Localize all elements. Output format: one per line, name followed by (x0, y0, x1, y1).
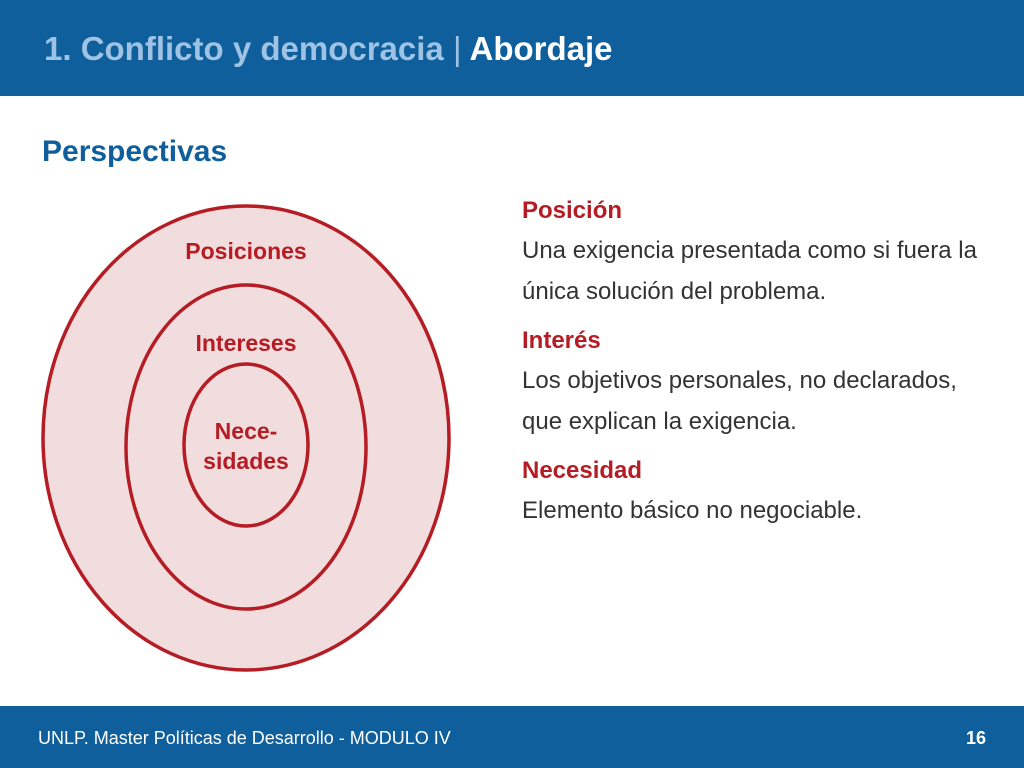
header-bar (0, 0, 1024, 96)
definition-text: Elemento básico no negociable. (522, 497, 863, 524)
definition-text: Una exigencia presentada como si fuera la única solución del problema. (522, 237, 977, 305)
slide-title-section: 1. Conflicto y democracia (44, 30, 444, 67)
page-number: 16 (965, 728, 986, 748)
slide-title-separator: | (452, 30, 462, 67)
onion-diagram (0, 195, 470, 695)
definition-necesidad (522, 452, 982, 531)
definition-interes (522, 322, 982, 442)
definition-term: Interés (522, 327, 601, 354)
label-necesidades (176, 416, 316, 476)
label-posiciones: Posiciones (185, 238, 307, 264)
definitions-list (522, 192, 982, 541)
definition-text: Los objetivos personales, no declarados, que explican la exigencia. (522, 367, 957, 435)
label-necesidades-line2: sidades (203, 448, 289, 474)
definition-term: Posición (522, 197, 623, 224)
definition-term: Necesidad (522, 457, 643, 484)
definition-posicion (522, 192, 982, 312)
slide-subtitle: Perspectivas (42, 135, 228, 168)
footer-course-label: UNLP. Master Políticas de Desarrollo - MODULO IV (38, 728, 451, 748)
label-intereses: Intereses (195, 330, 297, 356)
slide-title-topic: Abordaje (469, 30, 613, 67)
label-necesidades-line1: Nece- (214, 418, 278, 444)
footer-bar (0, 706, 1024, 768)
slide-title (44, 30, 613, 68)
